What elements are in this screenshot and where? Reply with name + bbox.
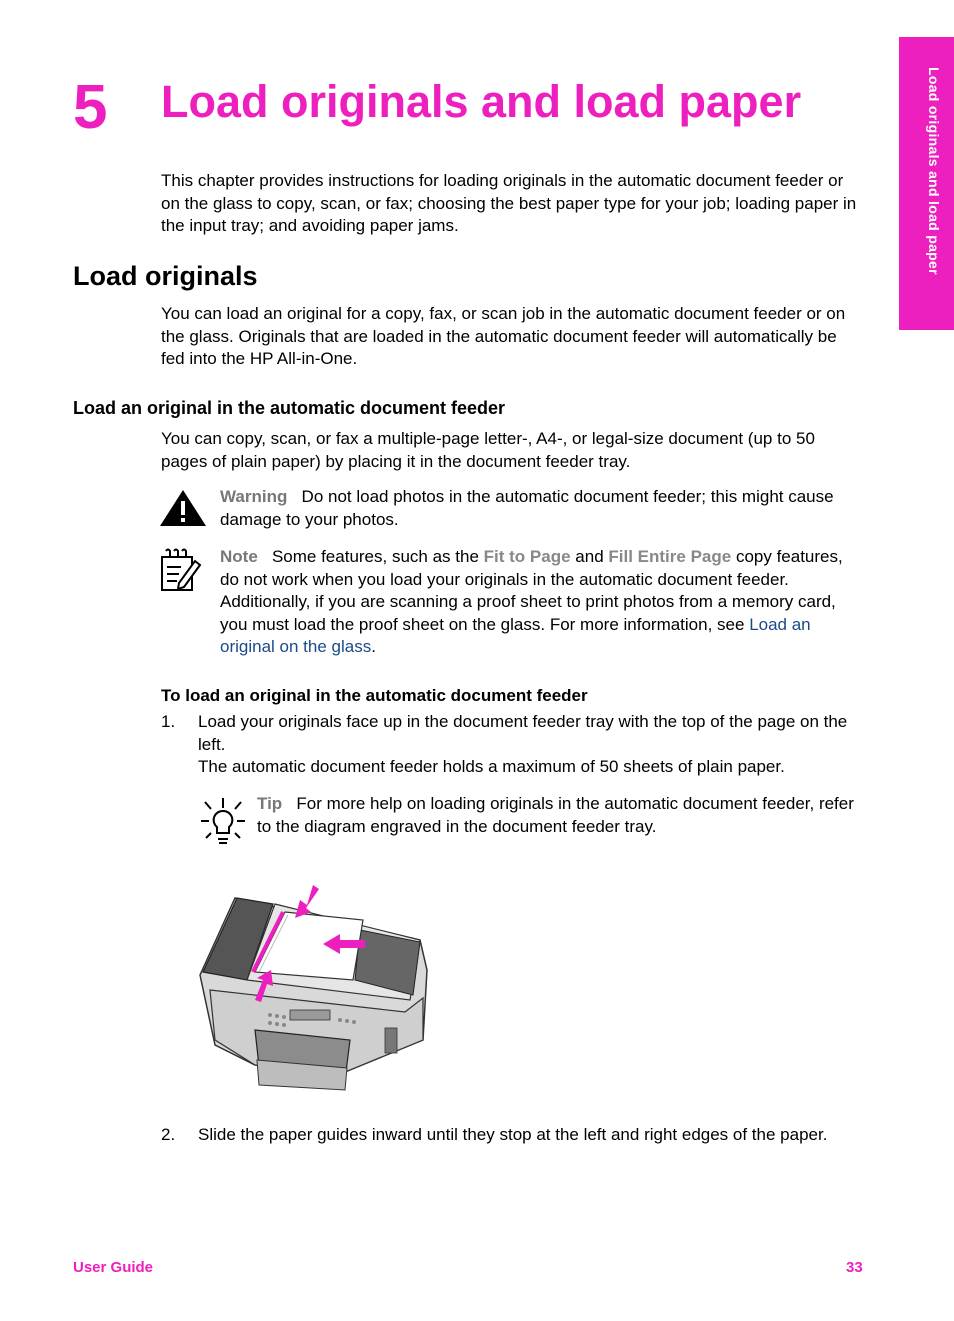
step-2-number: 2. xyxy=(161,1125,176,1144)
subsection-heading: Load an original in the automatic document feeder xyxy=(73,398,506,418)
note-text-4: . xyxy=(371,637,376,656)
warning-label: Warning xyxy=(220,487,288,506)
fit-to-page-term: Fit to Page xyxy=(483,547,571,566)
intro-paragraph: This chapter provides instructions for loading originals in the automatic document feeder or on the glass to copy, scan, or fax; choosing the best paper type for your job; loading paper in the input tray; and avoiding paper jams. xyxy=(161,171,857,235)
subsection-body: You can copy, scan, or fax a multiple-page letter-, A4-, or legal-size document (up to 50 pages of plain paper) by placing it in the document feeder tray. xyxy=(161,429,815,471)
step-1-detail: The automatic document feeder holds a maximum of 50 sheets of plain paper. xyxy=(198,757,785,776)
procedure-heading: To load an original in the automatic document feeder xyxy=(161,686,588,705)
chapter-number: 5 xyxy=(73,73,108,142)
warning-icon xyxy=(159,489,207,527)
tip-label: Tip xyxy=(257,794,283,813)
section-body: You can load an original for a copy, fax, or scan job in the automatic document feeder or on the glass. Originals that are loaded in the automatic document feeder will automatically be fed into the HP All-in-One. xyxy=(161,304,846,368)
lightbulb-icon xyxy=(200,797,246,847)
tip-callout xyxy=(257,793,867,838)
footer-document-title: User Guide xyxy=(73,1259,154,1276)
note-label: Note xyxy=(220,547,258,566)
fill-entire-page-term: Fill Entire Page xyxy=(608,547,732,566)
note-text-2: and xyxy=(575,547,604,566)
note-icon xyxy=(159,547,203,593)
step-1-number: 1. xyxy=(161,712,176,731)
chapter-title: Load originals and load paper xyxy=(161,76,802,127)
footer-page-number: 33 xyxy=(846,1259,863,1276)
section-heading: Load originals xyxy=(73,261,258,291)
chapter-side-tab xyxy=(899,37,954,330)
warning-text: Do not load photos in the automatic document feeder; this might cause damage to your photos. xyxy=(220,487,834,529)
warning-callout xyxy=(220,486,865,531)
printer-illustration xyxy=(195,880,435,1095)
note-text-3: copy features, do not work when you load your originals in the automatic document feeder. Additionally, if you are scanning a proof sheet to print photos from a memory card, you must load the proof sheet on the glass. For more information, see xyxy=(220,547,843,634)
step-1-text: Load your originals face up in the document feeder tray with the top of the page on the left. xyxy=(198,712,848,754)
note-text-1: Some features, such as the xyxy=(271,547,479,566)
load-original-glass-link[interactable]: Load an original on the glass xyxy=(220,614,811,656)
note-callout xyxy=(220,546,865,659)
tip-text: For more help on loading originals in the automatic document feeder, refer to the diagram engraved in the document feeder tray. xyxy=(257,794,854,836)
step-2-text: Slide the paper guides inward until they stop at the left and right edges of the paper. xyxy=(198,1125,828,1144)
side-tab-label: Load originals and load paper xyxy=(926,67,942,275)
